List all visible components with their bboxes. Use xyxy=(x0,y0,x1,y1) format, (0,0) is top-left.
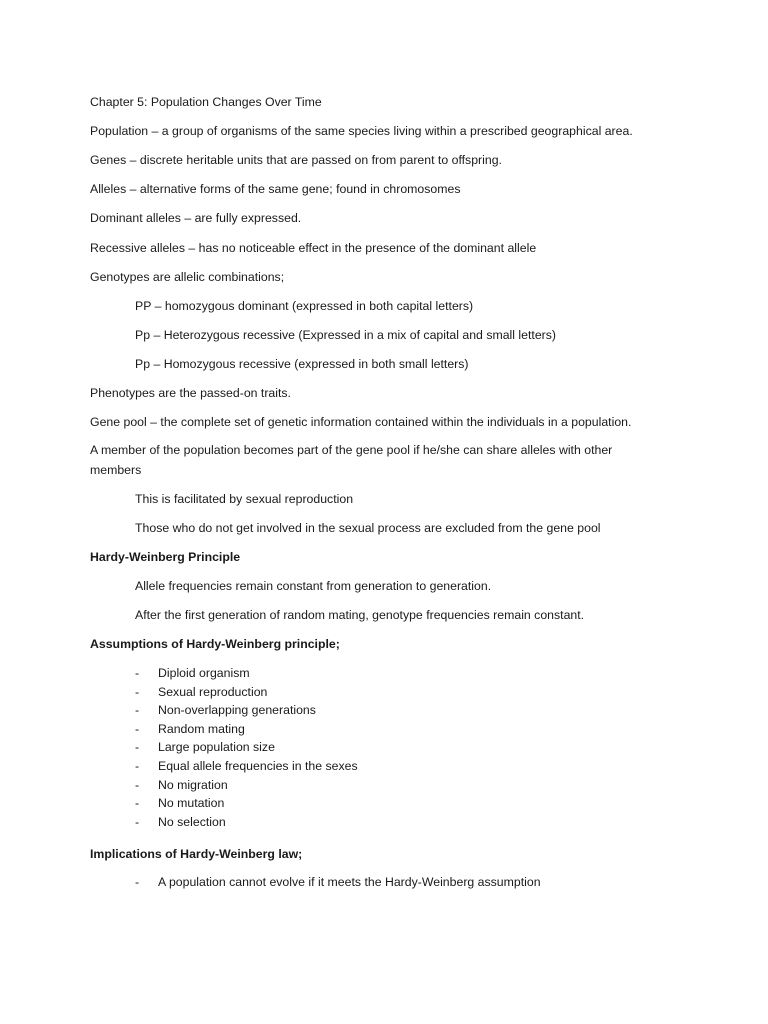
list-item xyxy=(135,776,358,795)
hw-point-genotype-frequencies: After the first generation of random mating, genotype frequencies remain constant. xyxy=(135,608,585,622)
list-item xyxy=(135,794,358,813)
implications-list xyxy=(135,873,541,892)
member-text: A member of the population becomes part of the gene pool if he/she can share alleles with other members xyxy=(90,443,613,477)
definition-genotypes: Genotypes are allelic combinations; xyxy=(90,270,285,284)
assumption-text: No selection xyxy=(158,814,226,829)
definition-recessive-alleles: Recessive alleles – has no noticeable effect in the presence of the dominant allele xyxy=(90,241,537,255)
bullet-dash: - xyxy=(135,684,140,699)
implication-text: A population cannot evolve if it meets the Hardy-Weinberg assumption xyxy=(158,875,541,889)
bullet-dash: - xyxy=(135,777,140,792)
hw-point-allele-frequencies: Allele frequencies remain constant from generation to generation. xyxy=(135,579,492,593)
assumptions-heading: Assumptions of Hardy-Weinberg principle; xyxy=(90,637,340,651)
hw-heading: Hardy-Weinberg Principle xyxy=(90,550,241,564)
phenotypes-text: Phenotypes are the passed-on traits. xyxy=(90,386,291,400)
assumption-text: No mutation xyxy=(158,796,225,811)
member-note-excluded: Those who do not get involved in the sexual process are excluded from the gene pool xyxy=(135,521,601,535)
assumptions-list xyxy=(135,664,358,831)
list-item xyxy=(135,720,358,739)
bullet-dash: - xyxy=(135,740,140,755)
bullet-dash: - xyxy=(135,703,140,718)
bullet-dash: - xyxy=(135,758,140,773)
definition-dominant-alleles: Dominant alleles – are fully expressed. xyxy=(90,211,302,225)
list-item xyxy=(135,757,358,776)
list-item xyxy=(135,738,358,757)
list-item xyxy=(135,873,541,892)
assumption-text: Large population size xyxy=(158,740,275,755)
bullet-dash: - xyxy=(135,875,140,889)
genotype-homozygous-dominant: PP – homozygous dominant (expressed in both capital letters) xyxy=(135,299,474,313)
definition-population: Population – a group of organisms of the same species living within a prescribed geographical area. xyxy=(90,124,633,138)
genotype-homozygous-recessive: Pp – Homozygous recessive (expressed in both small letters) xyxy=(135,357,469,371)
bullet-dash: - xyxy=(135,666,140,680)
assumption-text: No migration xyxy=(158,777,228,792)
bullet-dash: - xyxy=(135,721,140,736)
bullet-dash: - xyxy=(135,814,140,829)
chapter-title: Chapter 5: Population Changes Over Time xyxy=(90,95,322,109)
assumption-text: Non-overlapping generations xyxy=(158,703,316,718)
genotype-heterozygous: Pp – Heterozygous recessive (Expressed in a mix of capital and small letters) xyxy=(135,328,557,342)
assumption-text: Diploid organism xyxy=(158,666,250,680)
implications-heading: Implications of Hardy-Weinberg law; xyxy=(90,847,303,861)
bullet-dash: - xyxy=(135,796,140,811)
definition-genes: Genes – discrete heritable units that are passed on from parent to offspring. xyxy=(90,153,502,167)
definition-alleles: Alleles – alternative forms of the same gene; found in chromosomes xyxy=(90,182,461,196)
list-item xyxy=(135,813,358,832)
member-note-sexual-reproduction: This is facilitated by sexual reproduction xyxy=(135,492,354,506)
list-item xyxy=(135,701,358,720)
assumption-text: Equal allele frequencies in the sexes xyxy=(158,758,358,773)
list-item xyxy=(135,683,358,702)
list-item xyxy=(135,664,358,683)
assumption-text: Random mating xyxy=(158,721,245,736)
assumption-text: Sexual reproduction xyxy=(158,684,268,699)
gene-pool-text: Gene pool – the complete set of genetic information contained within the individuals in a population. xyxy=(90,415,632,429)
